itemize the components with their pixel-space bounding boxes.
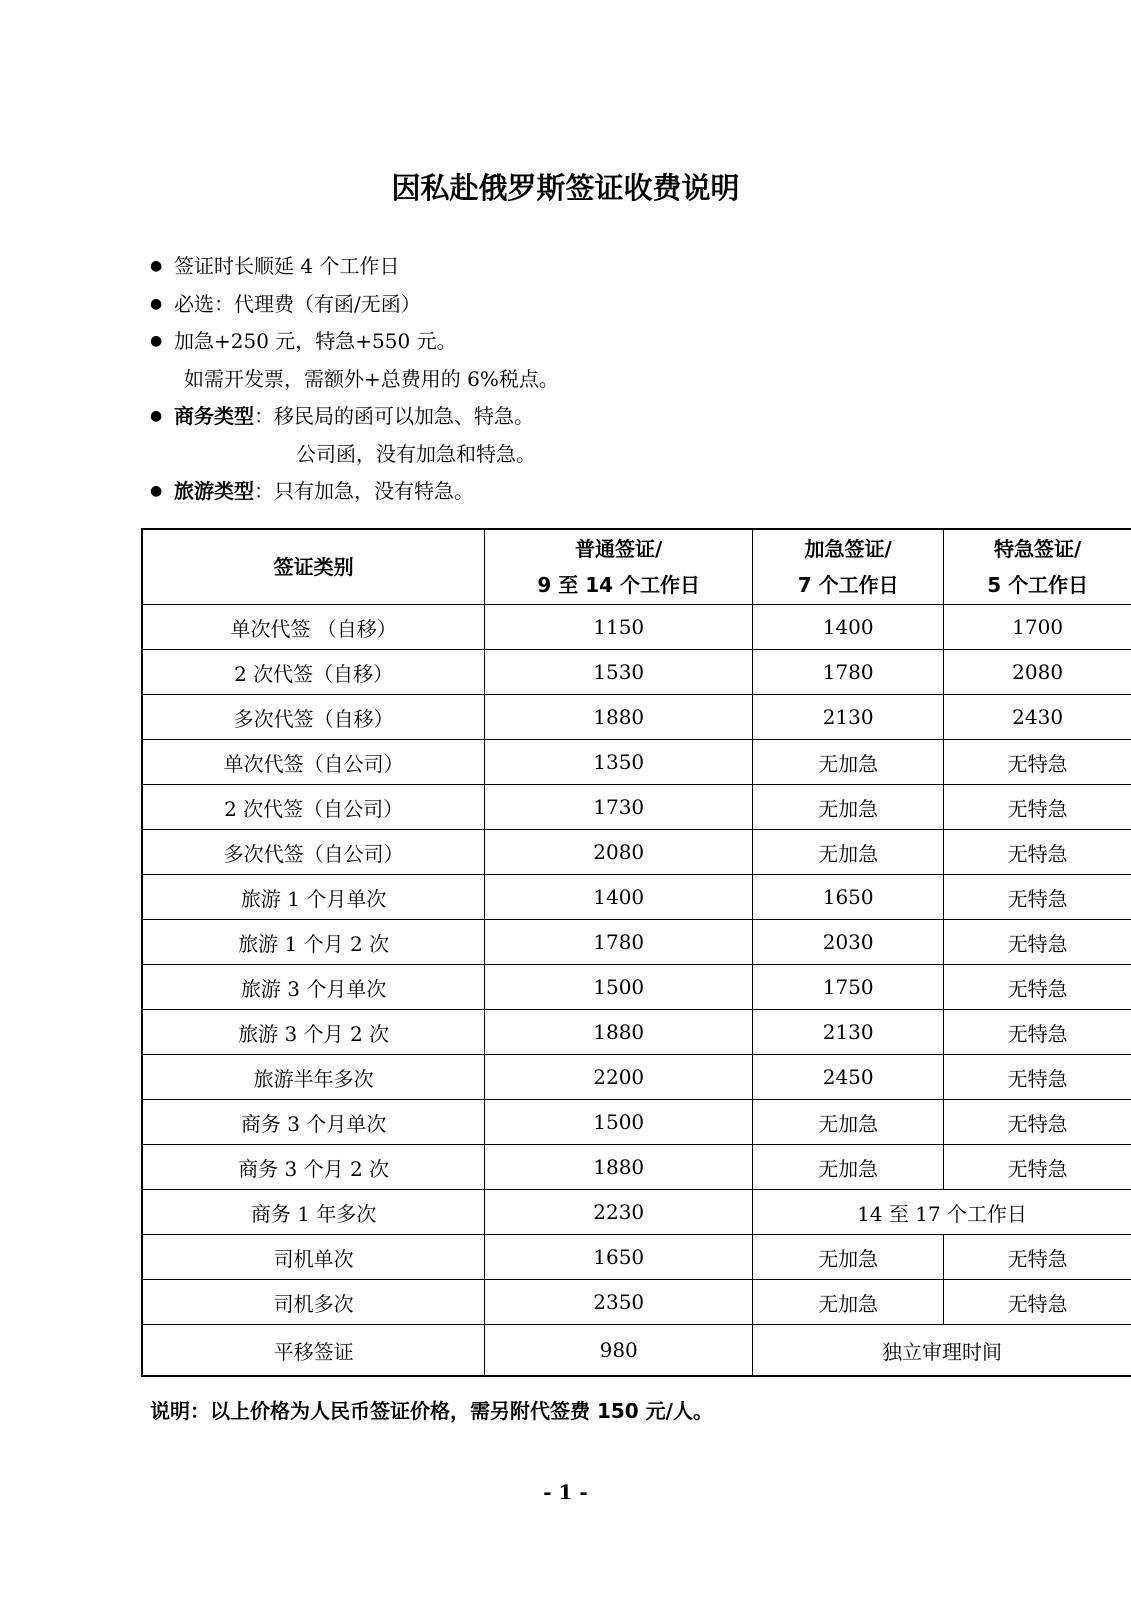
header-category: 签证类别 <box>142 529 485 605</box>
bullet-dot-icon: ● <box>150 333 163 349</box>
bullet-item <box>150 323 559 361</box>
cell-express-price: 无特急 <box>944 740 1131 785</box>
cell-urgent-price: 无加急 <box>753 740 944 785</box>
table-row <box>142 785 1131 830</box>
bullet-text: 必选：代理费（有函/无函） <box>174 291 421 316</box>
cell-normal-price: 1400 <box>485 875 753 920</box>
table-row <box>142 1055 1131 1100</box>
table-row <box>142 1145 1131 1190</box>
header-urgent-line1: 加急签证/ <box>804 537 892 561</box>
bullet-text: ：移民局的函可以加急、特急。 <box>254 404 534 428</box>
cell-category: 旅游半年多次 <box>142 1055 485 1100</box>
cell-express-price: 无特急 <box>944 830 1131 875</box>
bullet-dot-icon: ● <box>150 295 163 312</box>
bullet-label: 旅游类型 <box>174 479 254 503</box>
bullet-label: 商务类型 <box>174 404 254 428</box>
cell-express-price: 无特急 <box>944 1055 1131 1100</box>
cell-express-price: 无特急 <box>944 1100 1131 1145</box>
bullet-continuation: 公司函，没有加急和特急。 <box>296 441 536 466</box>
fee-table <box>141 528 1131 1377</box>
cell-urgent-price: 2130 <box>753 695 944 740</box>
cell-urgent-price: 1750 <box>753 965 944 1010</box>
cell-category: 2 次代签（自公司） <box>142 785 485 830</box>
table-row <box>142 1325 1131 1377</box>
cell-normal-price: 980 <box>485 1325 753 1377</box>
cell-urgent-price: 无加急 <box>753 1100 944 1145</box>
table-row <box>142 695 1131 740</box>
cell-urgent-price: 1400 <box>753 605 944 650</box>
cell-urgent-price: 2030 <box>753 920 944 965</box>
page-number: - 1 - <box>543 1480 588 1504</box>
header-normal-line2: 9 至 14 个工作日 <box>537 573 701 597</box>
cell-normal-price: 1880 <box>485 695 753 740</box>
cell-merged-note: 独立审理时间 <box>753 1325 1131 1377</box>
cell-normal-price: 1350 <box>485 740 753 785</box>
cell-category: 司机单次 <box>142 1235 485 1280</box>
table-header-row <box>142 529 1131 605</box>
bullet-list <box>150 248 559 511</box>
page-title: 因私赴俄罗斯签证收费说明 <box>391 171 740 205</box>
cell-normal-price: 1780 <box>485 920 753 965</box>
cell-express-price: 1700 <box>944 605 1131 650</box>
table-row <box>142 605 1131 650</box>
cell-urgent-price: 2130 <box>753 1010 944 1055</box>
table-row <box>142 1100 1131 1145</box>
bullet-item <box>150 398 559 436</box>
cell-category: 平移签证 <box>142 1325 485 1377</box>
table-row <box>142 1280 1131 1325</box>
table-row <box>142 650 1131 695</box>
cell-normal-price: 1530 <box>485 650 753 695</box>
footnote: 说明：以上价格为人民币签证价格，需另附代签费 150 元/人。 <box>150 1399 713 1423</box>
cell-express-price: 无特急 <box>944 965 1131 1010</box>
cell-category: 旅游 3 个月 2 次 <box>142 1010 485 1055</box>
cell-urgent-price: 1780 <box>753 650 944 695</box>
table-row <box>142 920 1131 965</box>
cell-category: 旅游 1 个月 2 次 <box>142 920 485 965</box>
cell-express-price: 2430 <box>944 695 1131 740</box>
table-row <box>142 1190 1131 1235</box>
cell-normal-price: 1880 <box>485 1145 753 1190</box>
header-urgent-line2: 7 个工作日 <box>797 573 899 597</box>
cell-urgent-price: 2450 <box>753 1055 944 1100</box>
table-body <box>142 605 1131 1377</box>
cell-category: 多次代签（自公司） <box>142 830 485 875</box>
cell-urgent-price: 无加急 <box>753 1280 944 1325</box>
cell-urgent-price: 无加急 <box>753 785 944 830</box>
cell-merged-note: 14 至 17 个工作日 <box>753 1190 1131 1235</box>
cell-category: 多次代签（自移） <box>142 695 485 740</box>
cell-urgent-price: 无加急 <box>753 1235 944 1280</box>
cell-express-price: 无特急 <box>944 1235 1131 1280</box>
table-row <box>142 1010 1131 1055</box>
cell-express-price: 无特急 <box>944 920 1131 965</box>
header-normal-line1: 普通签证/ <box>575 537 663 561</box>
cell-express-price: 无特急 <box>944 785 1131 830</box>
cell-express-price: 无特急 <box>944 1145 1131 1190</box>
cell-express-price: 无特急 <box>944 1010 1131 1055</box>
header-express-line1: 特急签证/ <box>993 537 1082 561</box>
cell-express-price: 无特急 <box>944 1280 1131 1325</box>
cell-category: 单次代签（自公司） <box>142 740 485 785</box>
table-row <box>142 965 1131 1010</box>
table-row <box>142 875 1131 920</box>
bullet-text: 加急+250 元，特急+550 元。 <box>174 329 457 353</box>
cell-normal-price: 1150 <box>485 605 753 650</box>
cell-normal-price: 1650 <box>485 1235 753 1280</box>
bullet-dot-icon: ● <box>150 408 163 424</box>
cell-category: 司机多次 <box>142 1280 485 1325</box>
bullet-text: 签证时长顺延 4 个工作日 <box>174 254 400 278</box>
cell-normal-price: 2200 <box>485 1055 753 1100</box>
header-express-line2: 5 个工作日 <box>987 573 1089 597</box>
cell-normal-price: 1730 <box>485 785 753 830</box>
bullet-continuation: 如需开发票，需额外+总费用的 6%税点。 <box>184 366 559 391</box>
cell-category: 商务 3 个月单次 <box>142 1100 485 1145</box>
cell-category: 商务 1 年多次 <box>142 1190 485 1235</box>
cell-category: 旅游 1 个月单次 <box>142 875 485 920</box>
cell-normal-price: 1500 <box>485 1100 753 1145</box>
cell-category: 旅游 3 个月单次 <box>142 965 485 1010</box>
cell-normal-price: 2350 <box>485 1280 753 1325</box>
bullet-dot-icon: ● <box>150 258 163 274</box>
header-express <box>944 529 1131 605</box>
cell-category: 单次代签 （自移） <box>142 605 485 650</box>
bullet-text: ：只有加急，没有特急。 <box>254 479 474 503</box>
cell-normal-price: 2080 <box>485 830 753 875</box>
cell-urgent-price: 1650 <box>753 875 944 920</box>
bullet-dot-icon: ● <box>150 483 163 499</box>
cell-urgent-price: 无加急 <box>753 830 944 875</box>
table-row <box>142 1235 1131 1280</box>
cell-normal-price: 1880 <box>485 1010 753 1055</box>
cell-express-price: 无特急 <box>944 875 1131 920</box>
table-row <box>142 740 1131 785</box>
cell-express-price: 2080 <box>944 650 1131 695</box>
header-normal <box>485 529 753 605</box>
bullet-item <box>150 286 559 324</box>
cell-category: 商务 3 个月 2 次 <box>142 1145 485 1190</box>
cell-category: 2 次代签（自移） <box>142 650 485 695</box>
header-urgent <box>753 529 944 605</box>
table-row <box>142 830 1131 875</box>
bullet-item <box>150 473 559 511</box>
cell-normal-price: 1500 <box>485 965 753 1010</box>
cell-urgent-price: 无加急 <box>753 1145 944 1190</box>
cell-normal-price: 2230 <box>485 1190 753 1235</box>
bullet-item <box>150 248 559 286</box>
